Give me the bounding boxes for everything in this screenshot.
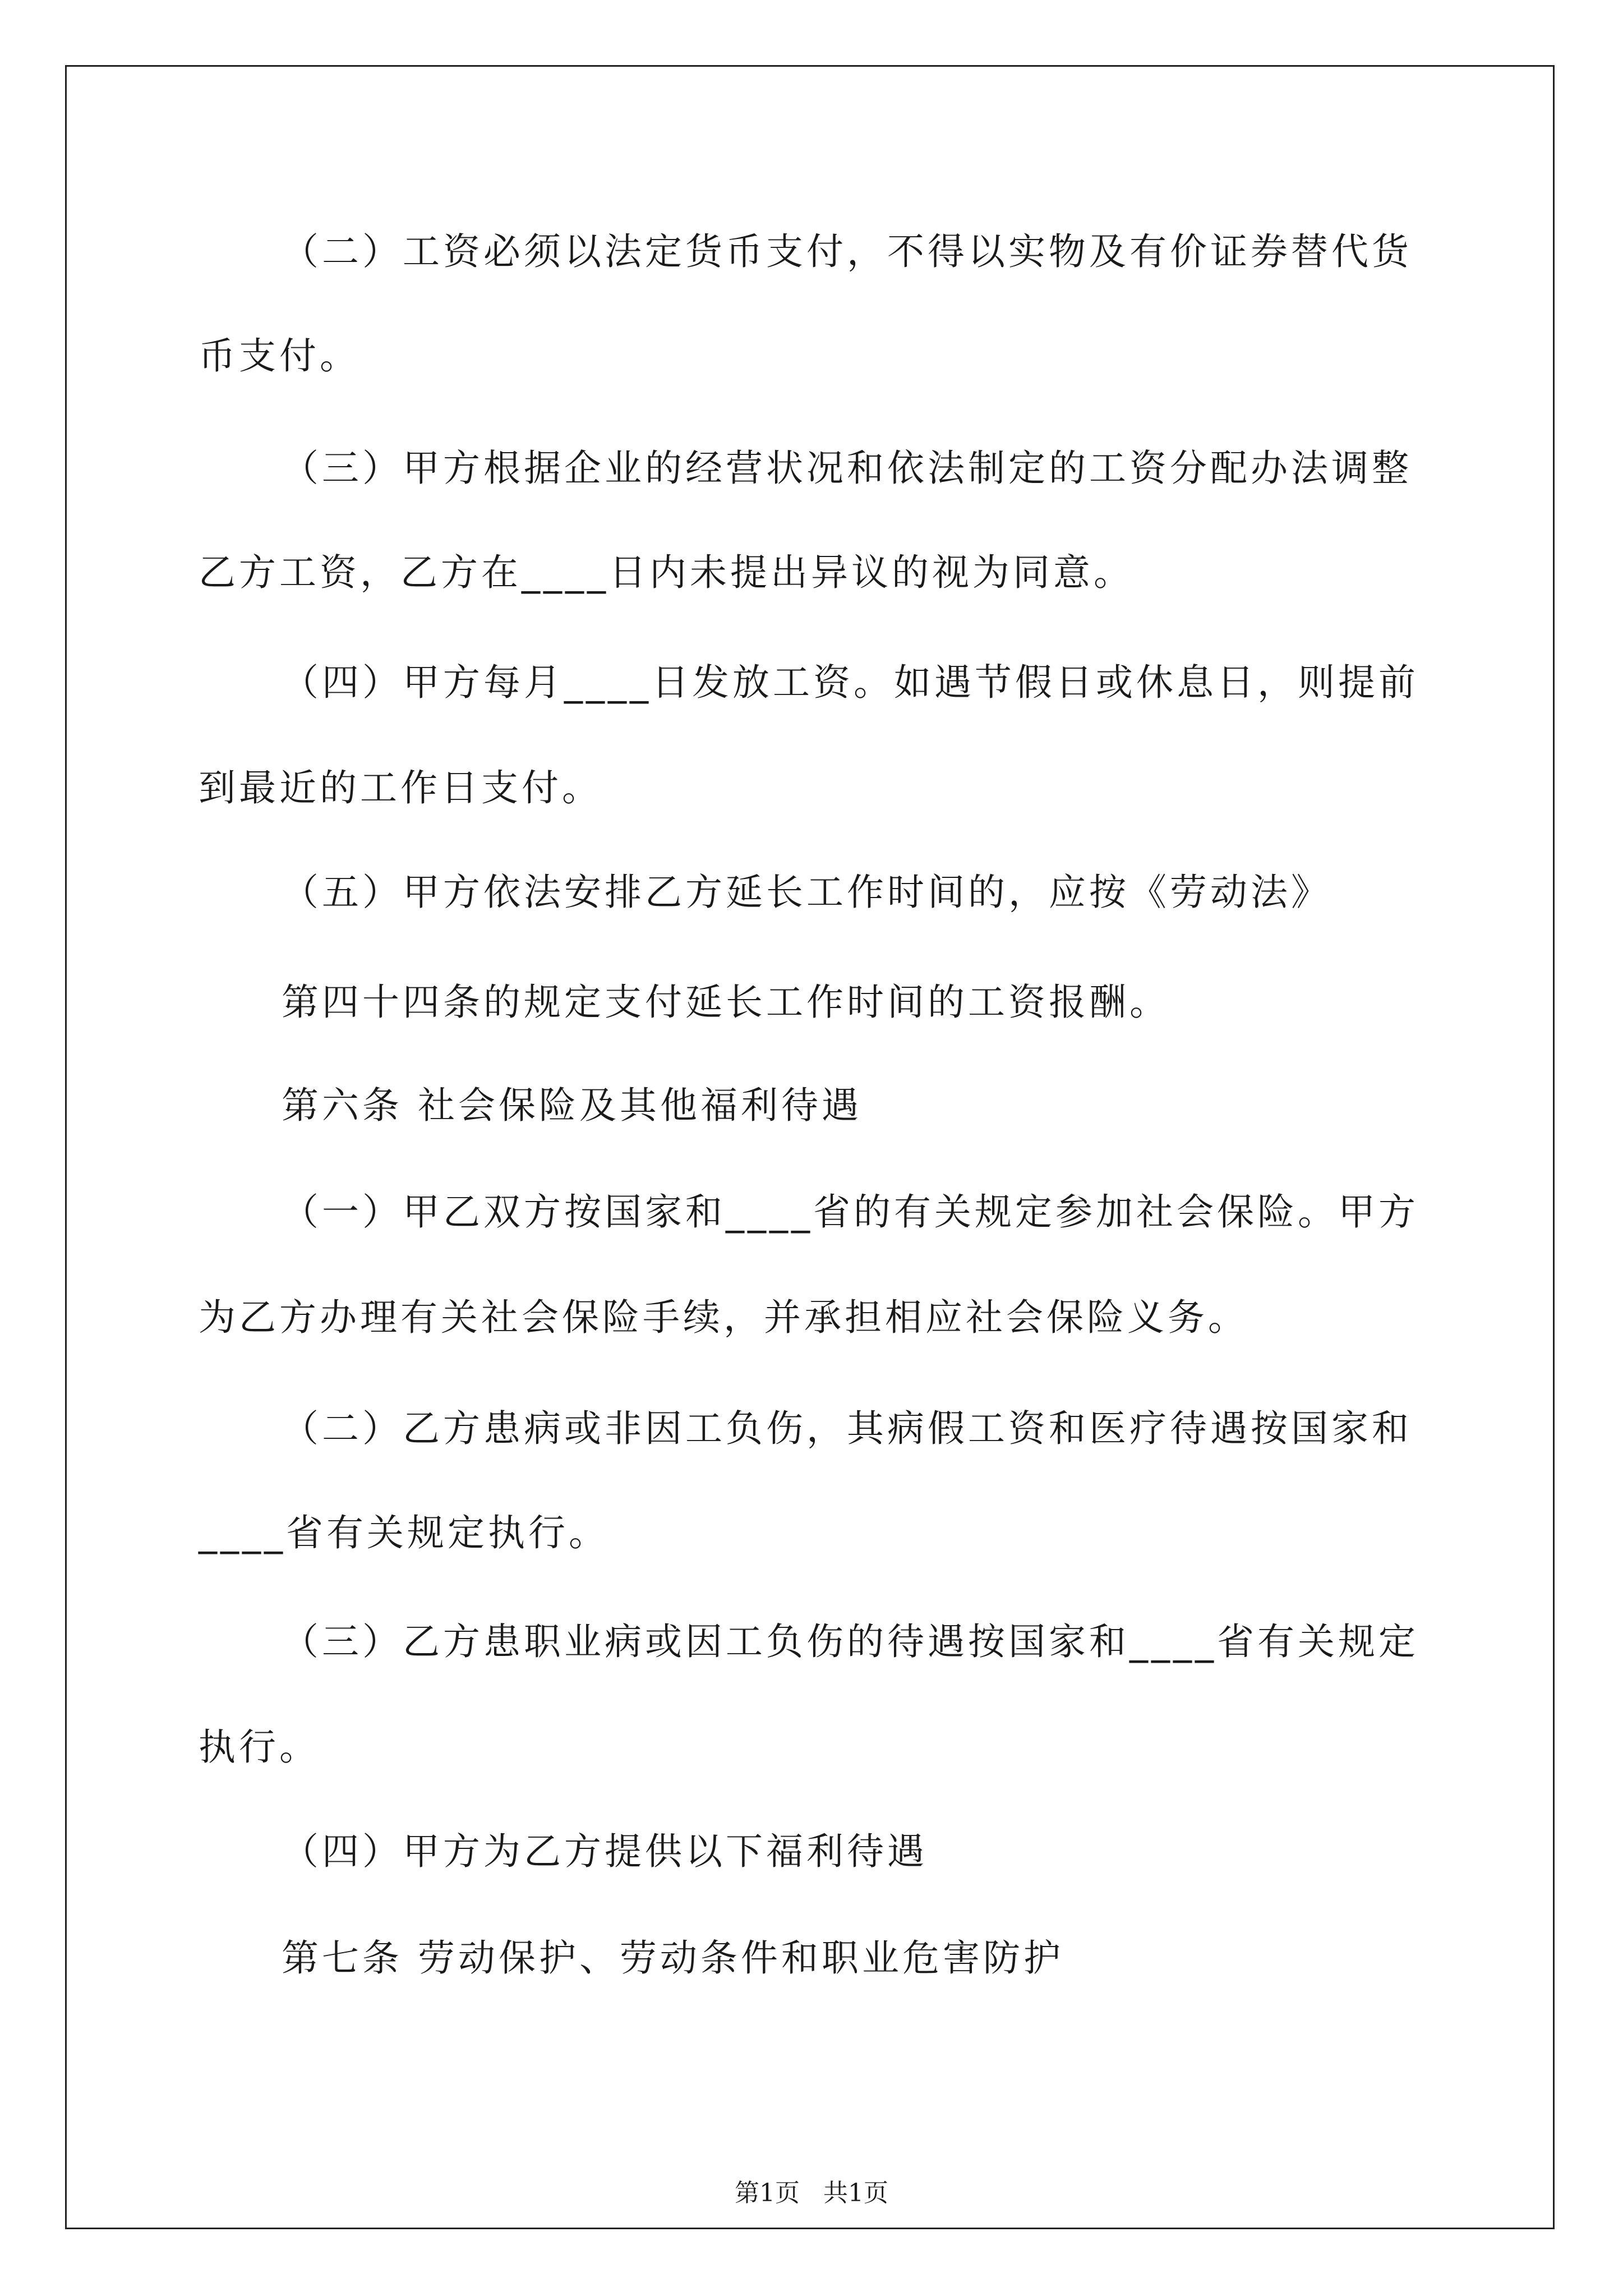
paragraph-line: （三）乙方患职业病或因工负伤的待遇按国家和____省有关规定 <box>282 1620 1419 1663</box>
paragraph-line: 执行。 <box>199 1726 320 1769</box>
page-total: 共1页 <box>823 2179 888 2207</box>
section-heading: 第六条 社会保险及其他福利待遇 <box>282 1084 862 1127</box>
page-number: 第1页 <box>735 2179 800 2207</box>
paragraph-line: 为乙方办理有关社会保险手续，并承担相应社会保险义务。 <box>199 1296 1248 1339</box>
paragraph-line: （三）甲方根据企业的经营状况和依法制定的工资分配办法调整 <box>282 447 1412 490</box>
paragraph-line: （四）甲方为乙方提供以下福利待遇 <box>282 1830 928 1873</box>
paragraph-line: ____省有关规定执行。 <box>199 1511 609 1554</box>
page-border <box>65 65 1555 2229</box>
paragraph-line: 乙方工资，乙方在____日内未提出异议的视为同意。 <box>199 551 1134 594</box>
paragraph-line: （一）甲乙双方按国家和____省的有关规定参加社会保险。甲方 <box>282 1190 1419 1234</box>
paragraph-line: 币支付。 <box>199 334 360 378</box>
paragraph-line: （五）甲方依法安排乙方延长工作时间的，应按《劳动法》 <box>282 871 1331 914</box>
page-footer <box>0 2177 1623 2210</box>
paragraph-line: （二）工资必须以法定货币支付，不得以实物及有价证券替代货 <box>282 230 1412 273</box>
paragraph-line: 到最近的工作日支付。 <box>199 766 602 809</box>
paragraph-line: 第四十四条的规定支付延长工作时间的工资报酬。 <box>282 981 1170 1024</box>
section-heading: 第七条 劳动保护、劳动条件和职业危害防护 <box>282 1936 1064 1980</box>
paragraph-line: （二）乙方患病或非因工负伤，其病假工资和医疗待遇按国家和 <box>282 1407 1412 1450</box>
paragraph-line: （四）甲方每月____日发放工资。如遇节假日或休息日，则提前 <box>282 661 1419 704</box>
